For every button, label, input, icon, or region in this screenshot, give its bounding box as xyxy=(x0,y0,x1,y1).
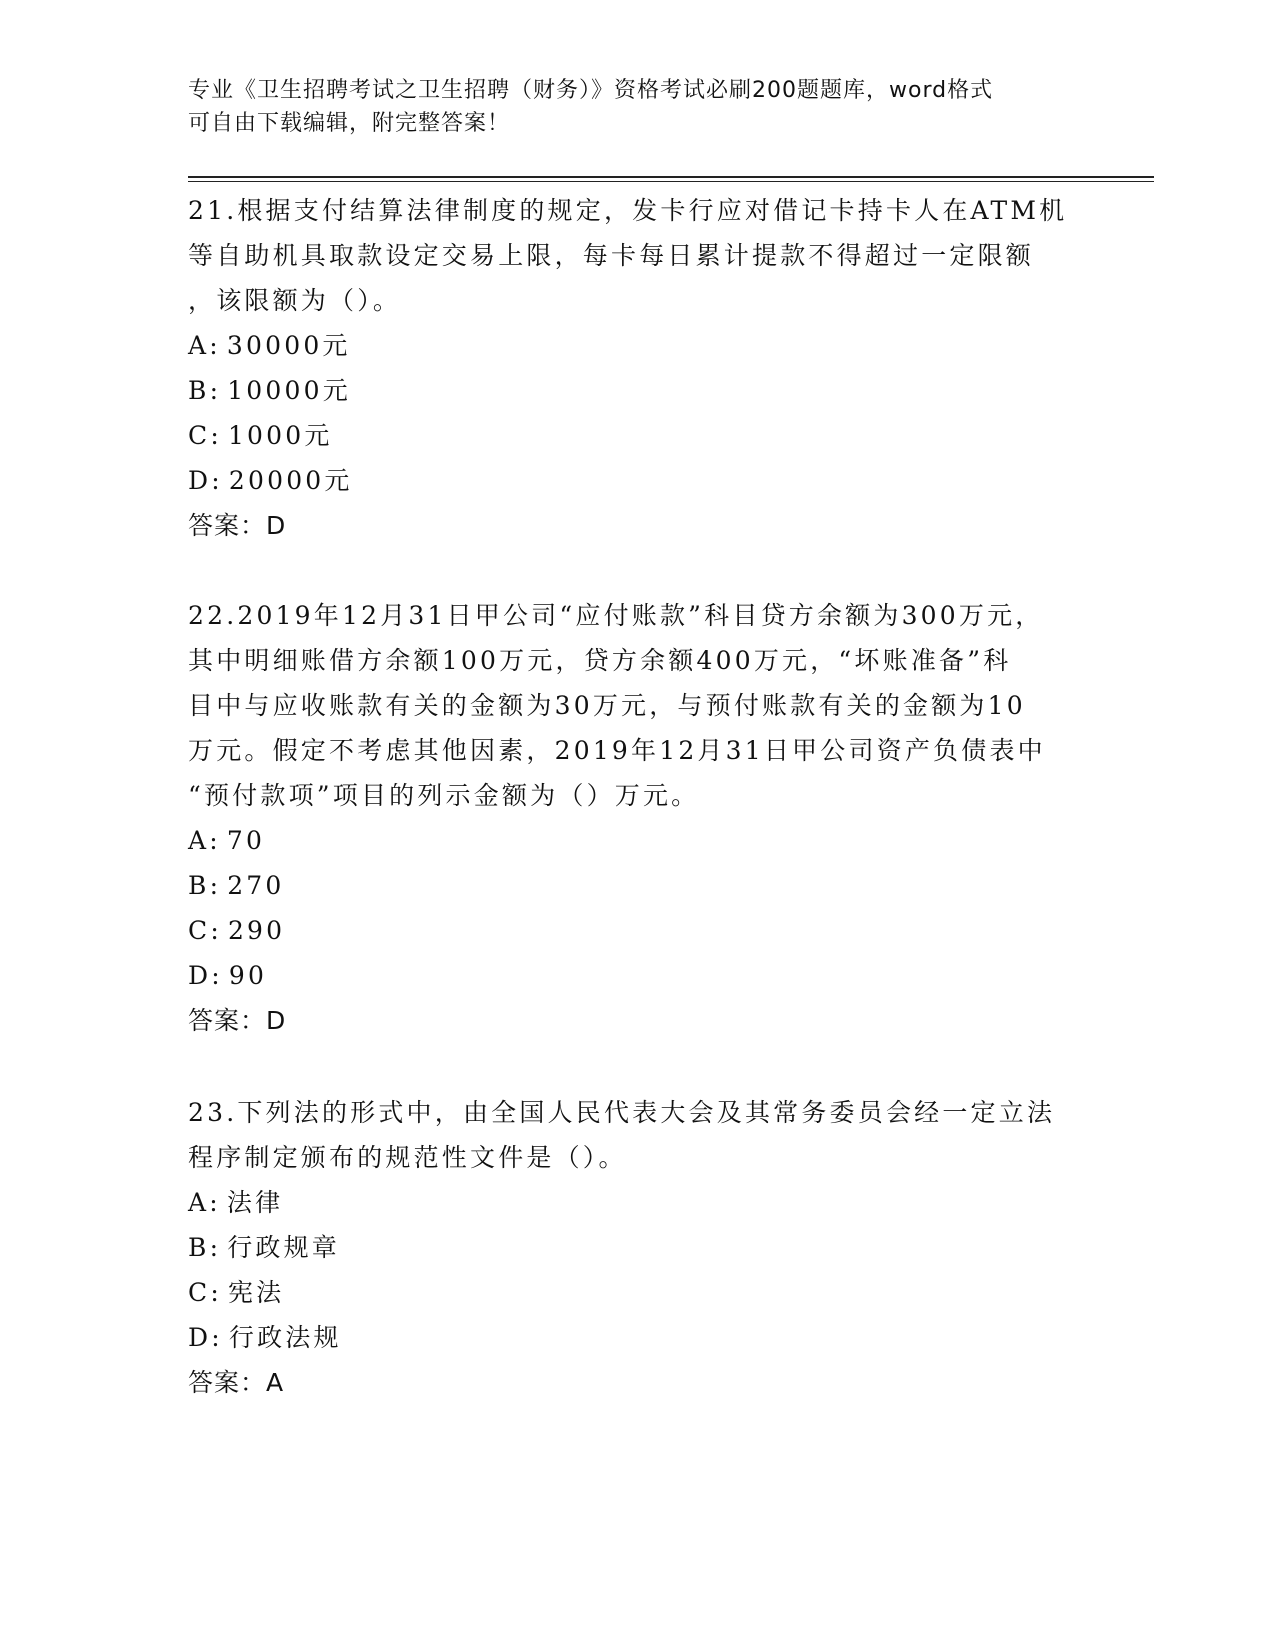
option-label: B: xyxy=(188,1233,222,1262)
option-b xyxy=(188,863,1088,908)
option-a xyxy=(188,818,1088,863)
answer-line: 答案：A xyxy=(188,1368,285,1397)
answer-line: 答案：D xyxy=(188,1006,287,1035)
option-text: 70 xyxy=(226,826,266,855)
question-21 xyxy=(188,188,1088,548)
header-rule-thin xyxy=(188,181,1154,182)
option-label: D: xyxy=(188,466,223,495)
option-text: 1000元 xyxy=(227,421,333,450)
option-d xyxy=(188,1315,1088,1360)
option-label: D: xyxy=(188,1323,223,1352)
question-text-line: 万元。假定不考虑其他因素，2019年12月31日甲公司资产负债表中 xyxy=(188,736,1046,765)
option-a xyxy=(188,1180,1088,1225)
option-label: B: xyxy=(188,871,222,900)
question-text-line: 程序制定颁布的规范性文件是（）。 xyxy=(188,1143,627,1172)
option-text: 宪法 xyxy=(227,1278,285,1307)
question-text-line: 等自助机具取款设定交易上限，每卡每日累计提款不得超过一定限额 xyxy=(188,241,1035,270)
question-text-line: 22.2019年12月31日甲公司“应付账款”科目贷方余额为300万元， xyxy=(188,601,1044,630)
option-c xyxy=(188,1270,1088,1315)
document-header xyxy=(188,74,1068,140)
option-text: 法律 xyxy=(226,1188,284,1217)
option-text: 270 xyxy=(227,871,285,900)
option-d xyxy=(188,953,1088,998)
question-text-line: 目中与应收账款有关的金额为30万元，与预付账款有关的金额为10 xyxy=(188,691,1026,720)
question-22 xyxy=(188,593,1088,1043)
option-b xyxy=(188,368,1088,413)
option-text: 20000元 xyxy=(228,466,353,495)
option-label: C: xyxy=(188,1278,222,1307)
option-c xyxy=(188,413,1088,458)
option-label: D: xyxy=(188,961,223,990)
option-b xyxy=(188,1225,1088,1270)
header-line: 专业《卫生招聘考试之卫生招聘（财务）》资格考试必刷200题题库，word格式 xyxy=(188,78,994,103)
header-line: 可自由下载编辑，附完整答案！ xyxy=(188,111,511,136)
answer-line: 答案：D xyxy=(188,511,287,540)
option-text: 行政规章 xyxy=(227,1233,341,1262)
option-label: C: xyxy=(188,421,222,450)
option-label: A: xyxy=(188,331,221,360)
question-text-line: ，该限额为（）。 xyxy=(188,286,402,315)
option-label: B: xyxy=(188,376,222,405)
header-rule-thick xyxy=(188,176,1154,178)
option-a xyxy=(188,323,1088,368)
question-text-line: 21.根据支付结算法律制度的规定，发卡行应对借记卡持卡人在ATM机 xyxy=(188,196,1068,225)
option-text: 10000元 xyxy=(227,376,351,405)
question-text-line: 其中明细账借方余额100万元，贷方余额400万元，“坏账准备”科 xyxy=(188,646,1012,675)
option-text: 290 xyxy=(227,916,286,945)
option-text: 30000元 xyxy=(226,331,351,360)
option-text: 90 xyxy=(228,961,268,990)
option-c xyxy=(188,908,1088,953)
question-text-line: “预付款项”项目的列示金额为（）万元。 xyxy=(188,781,700,810)
question-23 xyxy=(188,1090,1088,1405)
option-label: A: xyxy=(188,1188,221,1217)
option-text: 行政法规 xyxy=(228,1323,342,1352)
option-label: C: xyxy=(188,916,222,945)
question-text-line: 23.下列法的形式中，由全国人民代表大会及其常务委员会经一定立法 xyxy=(188,1098,1056,1127)
option-d xyxy=(188,458,1088,503)
option-label: A: xyxy=(188,826,221,855)
